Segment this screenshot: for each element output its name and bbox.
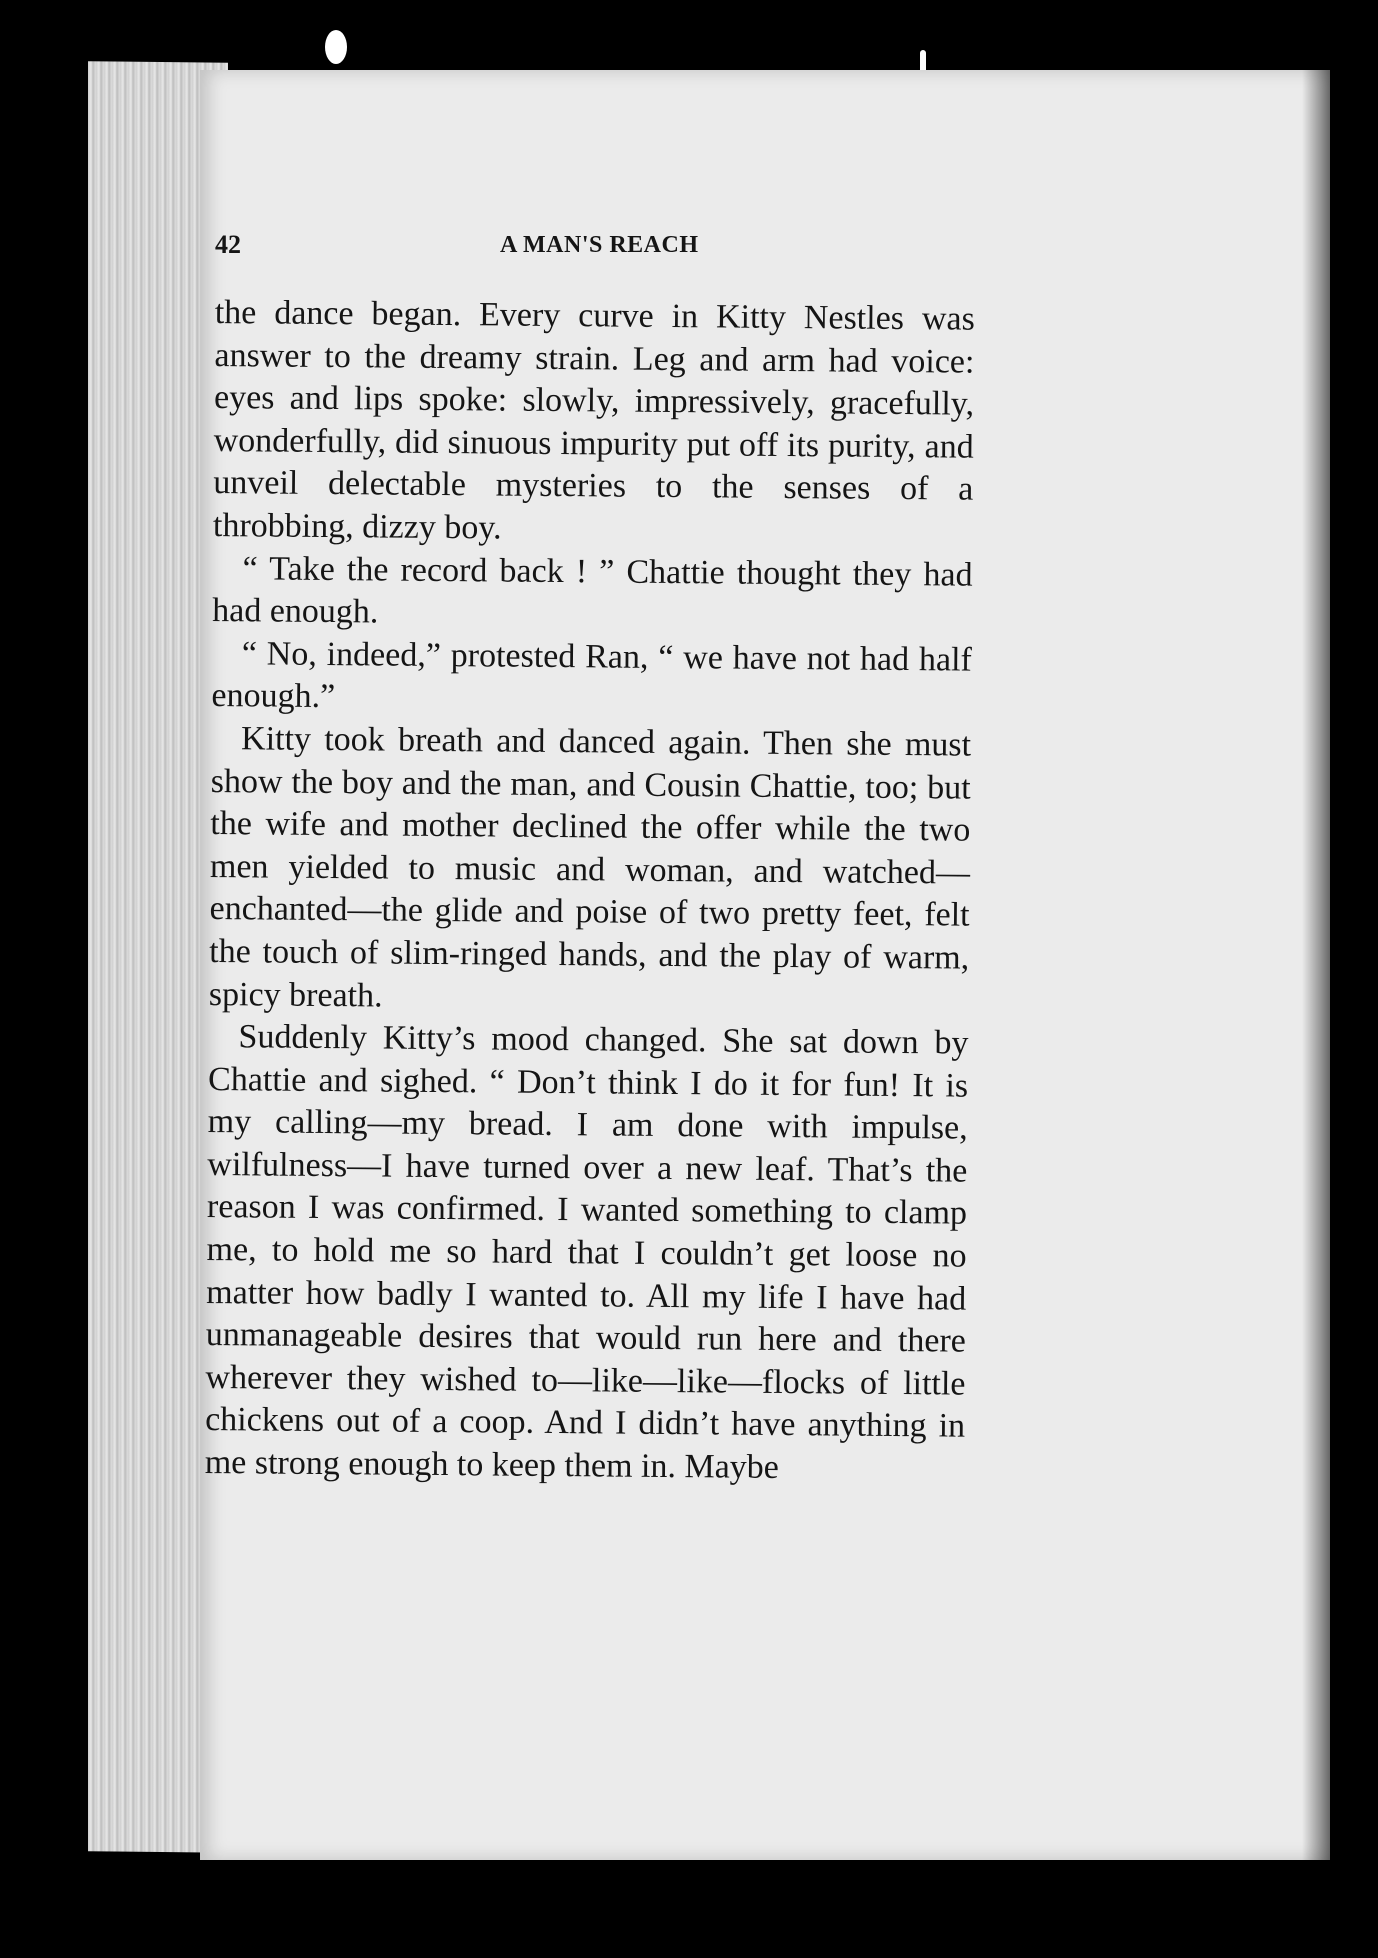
running-head <box>215 230 975 280</box>
body-text <box>205 292 975 1491</box>
paragraph: the dance began. Every curve in Kitty Nestles was answer to the dreamy strain. Leg and arm had voice: eyes and lips spoke: slowly, impressively, gracefully, wonderfully, did sinuous impurity put off its purity, and unveil delectable mysteries to the senses of a throbbing, dizzy boy. <box>212 293 975 547</box>
running-title: A MAN'S REACH <box>500 232 699 258</box>
film-speck <box>325 30 347 64</box>
paragraph: “ Take the record back ! ” Chattie thought they had had enough. <box>212 549 973 631</box>
paragraph: Suddenly Kitty’s mood changed. She sat down by Chattie and sighed. “ Don’t think I do it for fun! It is my calling—my bread. I am done with impulse, wilfulness—I have turned over a new leaf. That’s the reason I was confirmed. I wanted something to clamp me, to hold me so hard that I couldn’t get loose no matter how badly I wanted to. All my life I have had unmanageable desires that would run here and there wherever they wished to—like—like—flocks of little chickens out of a coop. And I didn’t have anything in me strong enough to keep them in. Maybe <box>204 1018 969 1486</box>
paragraph: Kitty took breath and danced again. Then she must show the boy and the man, and Cousin Chattie, too; but the wife and mother declined the offer while the two men yielded to music and woman, and watched—enchanted—the glide and poise of two pretty feet, felt the touch of slim-ringed hands, and the play of warm, spicy breath. <box>208 720 972 1014</box>
page-number: 42 <box>215 230 241 259</box>
text-block <box>204 230 975 1486</box>
gutter-shadow <box>1302 70 1330 1860</box>
paragraph: “ No, indeed,” protested Ran, “ we have not had half enough.” <box>211 634 972 716</box>
